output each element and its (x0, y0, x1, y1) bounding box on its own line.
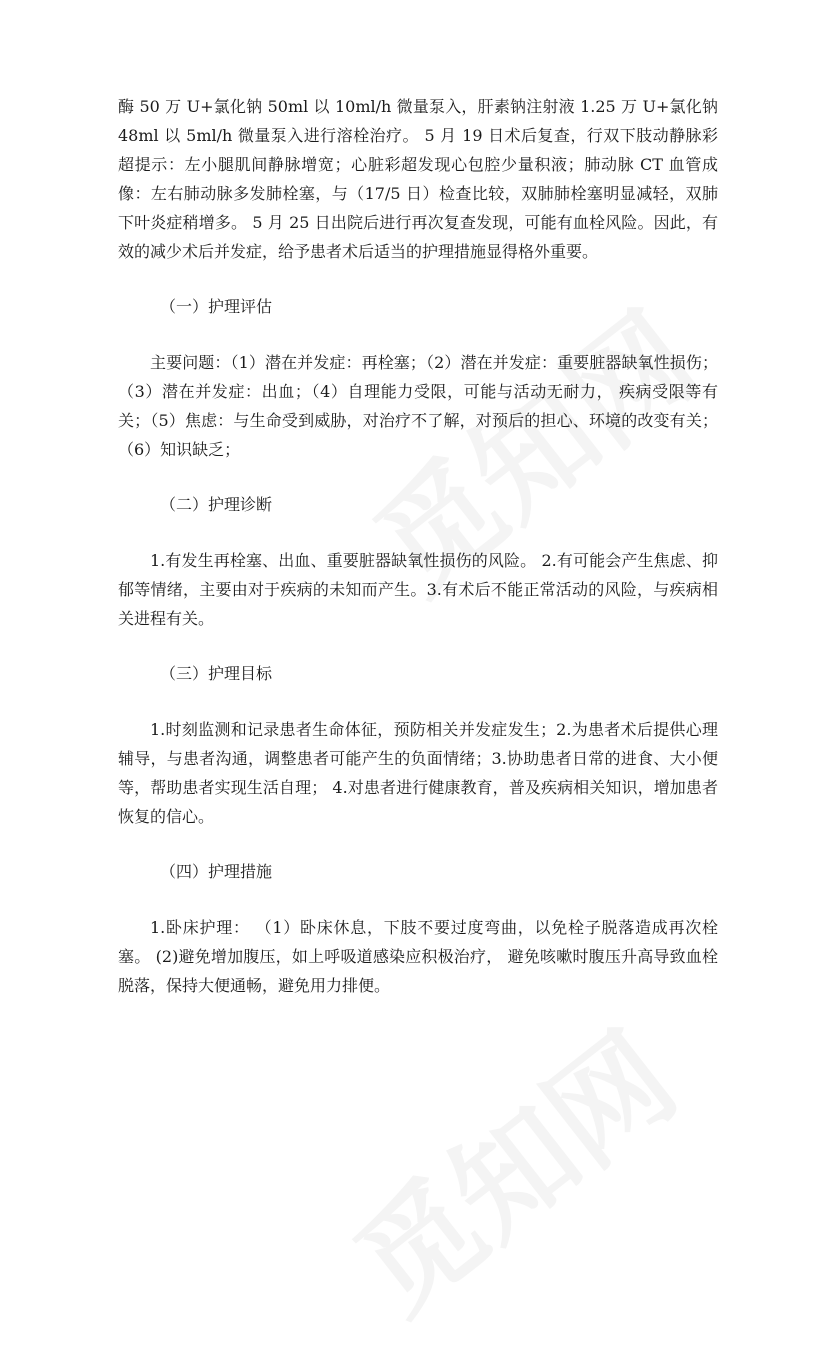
section-heading-diagnosis: （二）护理诊断 (160, 495, 273, 514)
document-page (118, 92, 718, 1000)
section-heading-goals: （三）护理目标 (160, 664, 273, 683)
intro-paragraph: 酶 50 万 U+氯化钠 50ml 以 10ml/h 微量泵入，肝素钠注射液 1.25 万 U+氯化钠 48ml 以 5ml/h 微量泵入进行溶栓治疗。 5 月 19 日术后复查，行双下肢动静脉彩超提示：左小腿肌间静脉增宽；心脏彩超发现心包腔少量积液；肺动脉 CT 血管成像：左右肺动脉多发肺栓塞，与（17/5 日）检查比较，双肺肺栓塞明显减轻，双肺下叶炎症稍增多。 5 月 25 日出院后进行再次复查发现，可能有血栓风险。因此，有效的减少术后并发症，给予患者术后适当的护理措施显得格外重要。 (118, 97, 718, 261)
measures-paragraph: 1.卧床护理： （1）卧床休息，下肢不要过度弯曲，以免栓子脱落造成再次栓塞。 (2)避免增加腹压，如上呼吸道感染应积极治疗， 避免咳嗽时腹压升高导致血栓脱落，保持大便通畅，避免用力排便。 (118, 918, 718, 995)
diagnosis-paragraph: 1.有发生再栓塞、出血、重要脏器缺氧性损伤的风险。 2.有可能会产生焦虑、抑郁等情绪，主要由对于疾病的未知而产生。3.有术后不能正常活动的风险，与疾病相关进程有关。 (118, 551, 718, 628)
watermark-lower (315, 987, 705, 1344)
assessment-paragraph: 主要问题：（1）潜在并发症：再栓塞；（2）潜在并发症：重要脏器缺氧性损伤；（3）潜在并发症：出血；（4）自理能力受限，可能与活动无耐力， 疾病受限等有关；（5）焦虑：与生命受到威胁，对治疗不了解，对预后的担心、环境的改变有关；（6）知识缺乏； (118, 353, 718, 459)
goals-paragraph: 1.时刻监测和记录患者生命体征，预防相关并发症发生；2.为患者术后提供心理辅导，与患者沟通，调整患者可能产生的负面情绪；3.协助患者日常的进食、大小便等，帮助患者实现生活自理； 4.对患者进行健康教育，普及疾病相关知识，增加患者恢复的信心。 (118, 720, 718, 826)
section-heading-measures: （四）护理措施 (160, 862, 273, 881)
section-heading-assessment: （一）护理评估 (160, 297, 273, 316)
